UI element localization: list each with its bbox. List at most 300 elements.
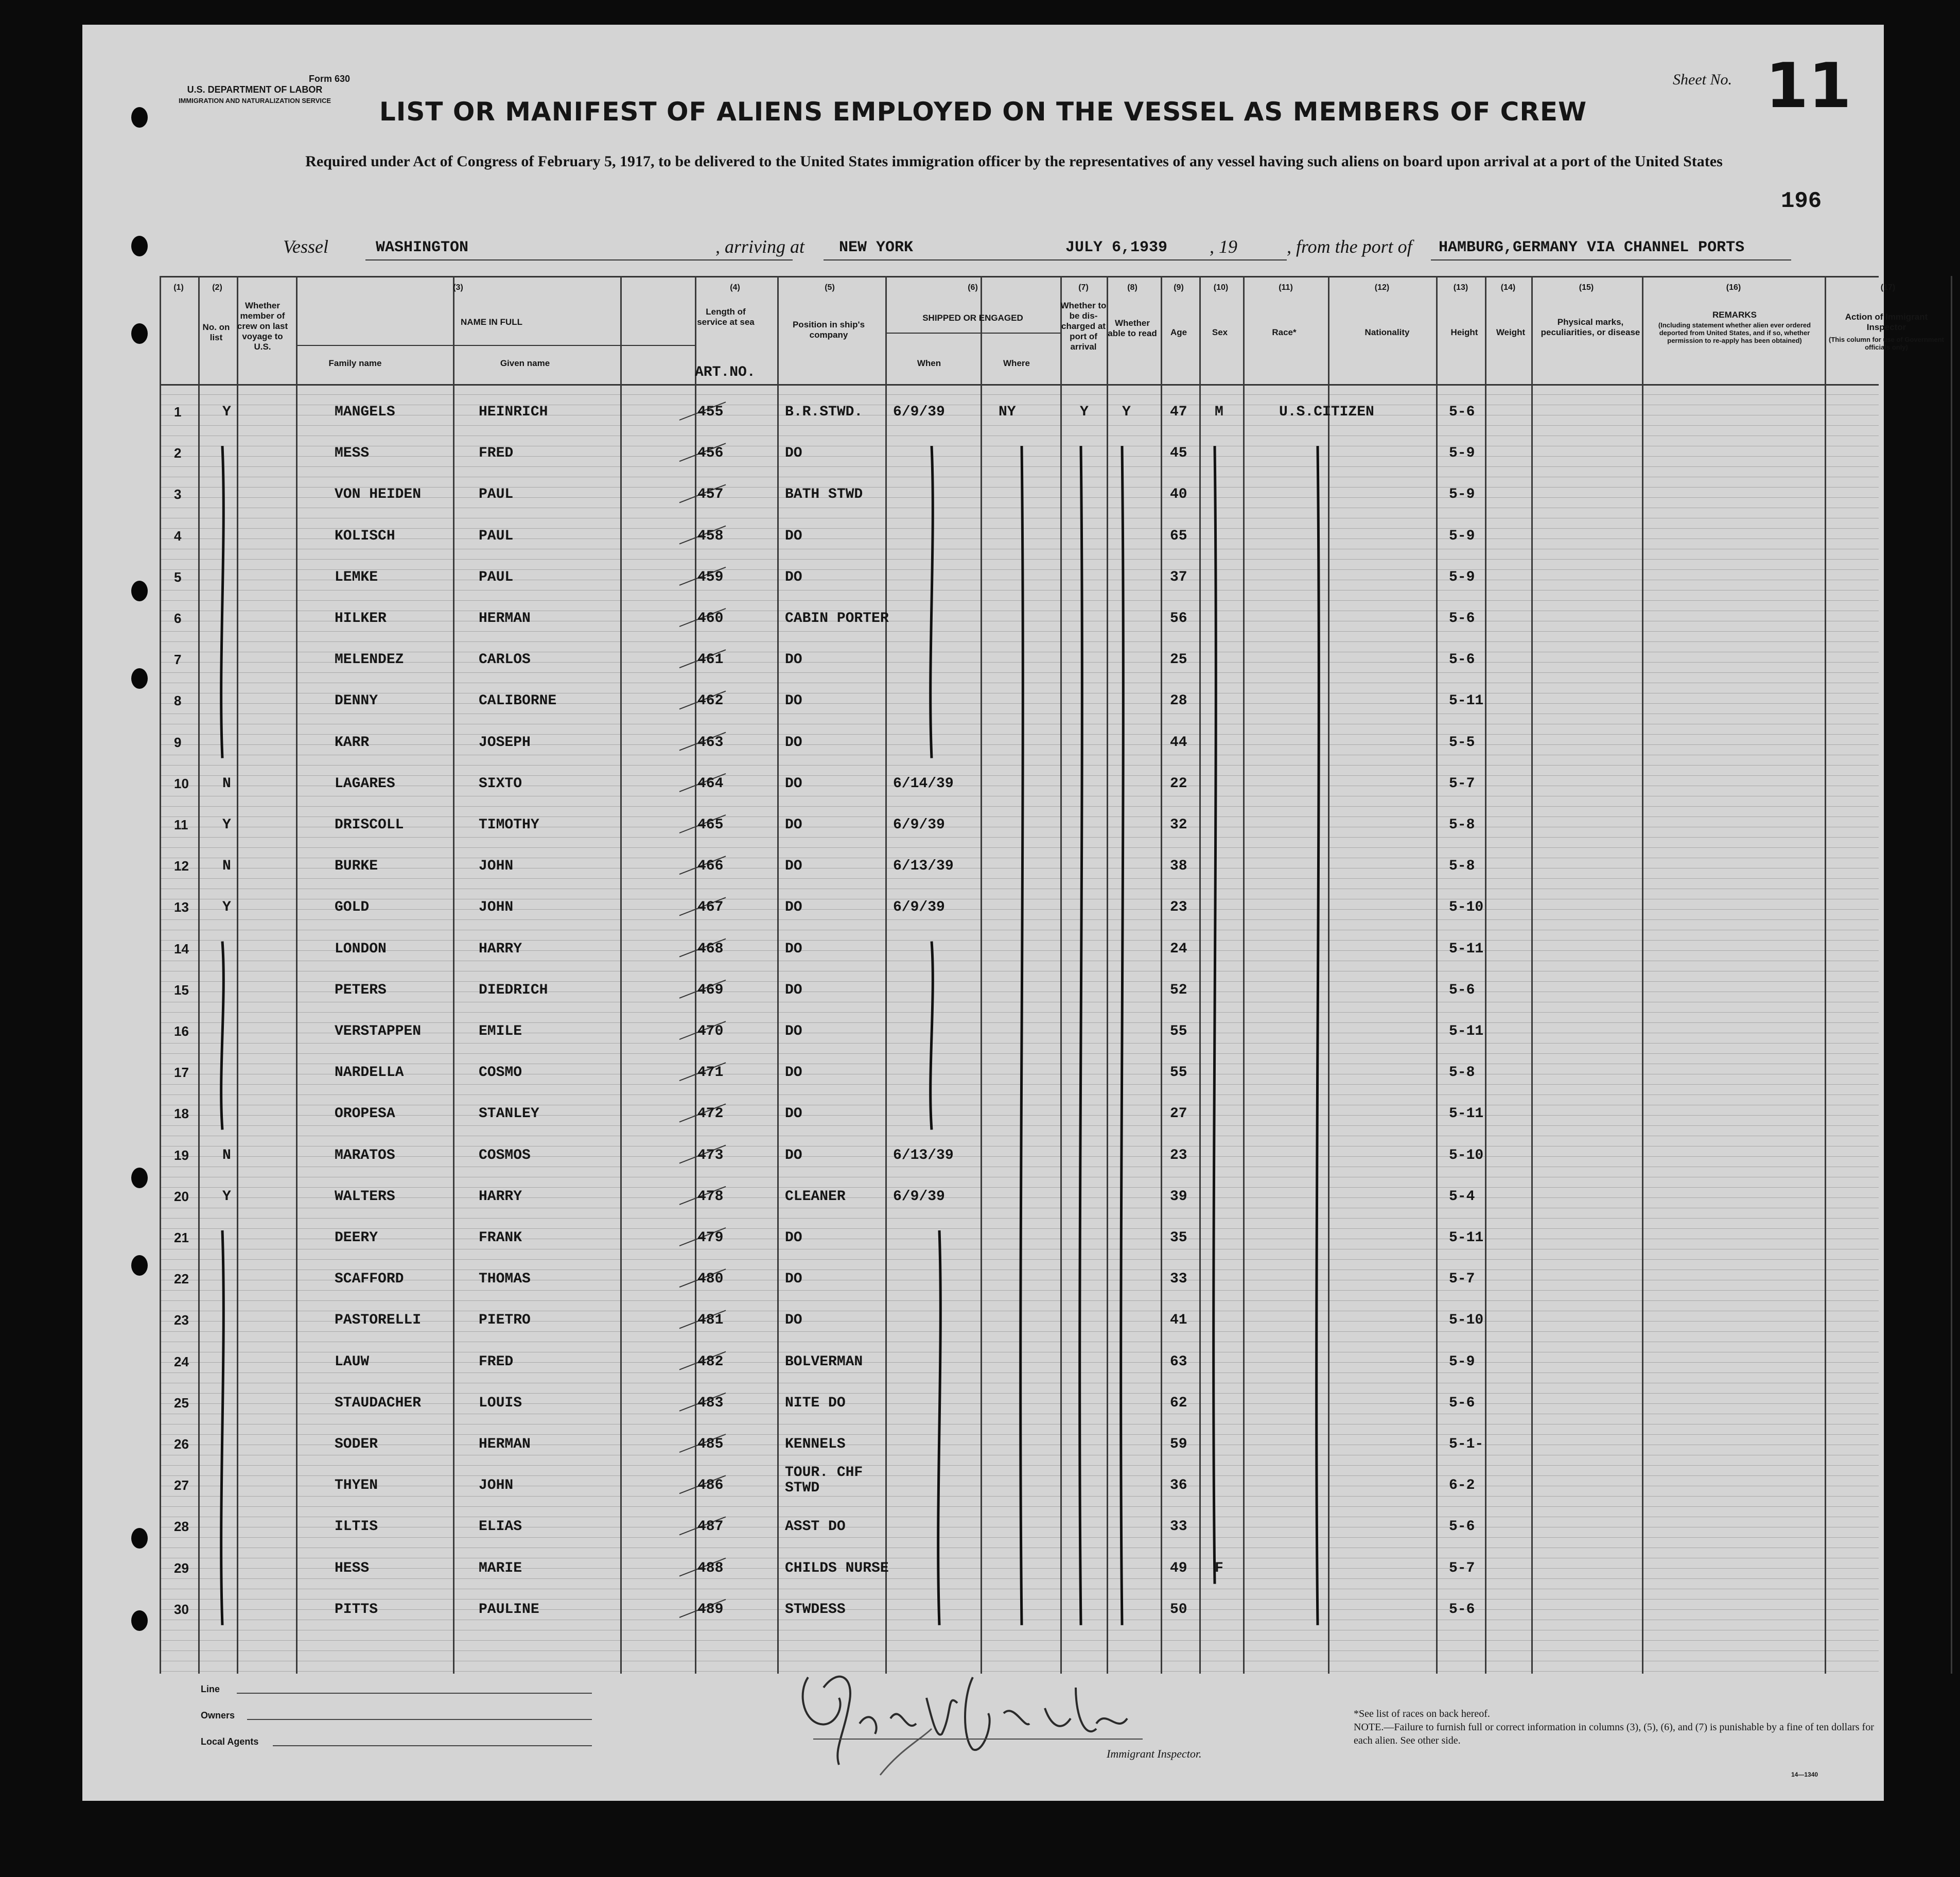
position: CHILDS NURSE <box>785 1560 889 1576</box>
agency-name: U.S. DEPARTMENT OF LABOR <box>187 84 323 95</box>
header-length-of-service: Length of service at sea <box>697 307 755 327</box>
age: 23 <box>1170 1147 1187 1163</box>
art-no: 457 <box>697 486 724 503</box>
year-label: , 19 <box>1210 236 1237 257</box>
table-row <box>160 727 1879 769</box>
family-name: KOLISCH <box>335 528 395 544</box>
table-row <box>160 1594 1879 1636</box>
family-name: DENNY <box>335 693 378 709</box>
age: 56 <box>1170 611 1187 627</box>
art-no: 471 <box>697 1065 724 1081</box>
family-name: STAUDACHER <box>335 1395 422 1411</box>
inspector-caption: Immigrant Inspector. <box>1107 1747 1202 1760</box>
art-no: 467 <box>697 899 724 916</box>
given-name: EMILE <box>479 1023 522 1039</box>
position: ASST DO <box>785 1519 846 1535</box>
header-to-be-discharged: Whether to be dis-charged at port of arrival <box>1060 301 1107 352</box>
position: DO <box>785 817 802 833</box>
table-row <box>160 1305 1879 1346</box>
table-row <box>160 479 1879 520</box>
position: DO <box>785 528 802 544</box>
age: 33 <box>1170 1519 1187 1535</box>
family-name: ILTIS <box>335 1519 378 1535</box>
art-no: 485 <box>697 1436 724 1452</box>
table-row <box>160 1429 1879 1470</box>
height: 5-6 <box>1449 1601 1475 1618</box>
age: 55 <box>1170 1065 1187 1081</box>
family-name: SCAFFORD <box>335 1271 404 1288</box>
footer-owners-label: Owners <box>201 1710 235 1720</box>
able-to-read: Y <box>1122 404 1131 420</box>
height: 5-6 <box>1449 982 1475 998</box>
height: 5-9 <box>1449 528 1475 544</box>
header-crew-last-voyage: Whether member of crew on last voyage to U.S. <box>237 301 288 352</box>
footer-line-label: Line <box>201 1684 220 1694</box>
position: TOUR. CHF STWD <box>785 1465 863 1497</box>
height: 5-6 <box>1449 652 1475 668</box>
position: DO <box>785 1147 802 1163</box>
header-name-in-full: NAME IN FULL <box>461 317 522 327</box>
row-number: 22 <box>174 1271 189 1287</box>
age: 44 <box>1170 734 1187 751</box>
given-name: FRANK <box>479 1230 522 1246</box>
family-name: LEMKE <box>335 569 378 585</box>
family-name: THYEN <box>335 1478 378 1494</box>
header-given-name: Given name <box>500 358 550 368</box>
art-no: 487 <box>697 1519 724 1535</box>
height: 5-8 <box>1449 817 1475 833</box>
shipped-when: 6/9/39 <box>893 1188 945 1205</box>
row-number: 20 <box>174 1188 189 1204</box>
position: DO <box>785 941 802 957</box>
position: DO <box>785 1271 802 1288</box>
given-name: PAUL <box>479 528 514 544</box>
table-row <box>160 1140 1879 1181</box>
punch-hole <box>131 581 148 601</box>
row-number: 5 <box>174 569 182 585</box>
position: B.R.STWD. <box>785 404 863 420</box>
height: 5-6 <box>1449 1395 1475 1411</box>
height: 5-9 <box>1449 486 1475 503</box>
table-row <box>160 1388 1879 1429</box>
given-name: HERMAN <box>479 611 531 627</box>
column-number: (16) <box>1726 283 1741 292</box>
column-number: (15) <box>1579 283 1594 292</box>
sheet-label: Sheet No. <box>1673 71 1732 88</box>
table-row <box>160 1553 1879 1594</box>
header-able-to-read: Whether able to read <box>1108 318 1157 338</box>
family-name: WALTERS <box>335 1188 395 1205</box>
family-name: BURKE <box>335 858 378 875</box>
position: BATH STWD <box>785 486 863 503</box>
art-no: 455 <box>697 404 724 420</box>
given-name: CALIBORNE <box>479 693 557 709</box>
header-remarks-note: (Including statement whether alien ever ordered deported from United States, and if so, whether permission to re-apply has been obtained) <box>1658 321 1811 344</box>
art-no: 478 <box>697 1188 724 1205</box>
position: KENNELS <box>785 1436 846 1452</box>
row-number: 6 <box>174 611 182 626</box>
height: 5-11 <box>1449 1230 1484 1246</box>
given-name: STANLEY <box>479 1106 539 1122</box>
punch-hole <box>131 1168 148 1188</box>
age: 52 <box>1170 982 1187 998</box>
row-number: 3 <box>174 486 182 502</box>
table-row <box>160 397 1879 438</box>
art-no: 461 <box>697 652 724 668</box>
shipped-when: 6/13/39 <box>893 1147 954 1163</box>
header-art-no: ART.NO. <box>695 364 756 380</box>
height: 5-4 <box>1449 1188 1475 1205</box>
table-row <box>160 769 1879 810</box>
age: 23 <box>1170 899 1187 916</box>
row-number: 27 <box>174 1478 189 1493</box>
table-row <box>160 603 1879 645</box>
age: 25 <box>1170 652 1187 668</box>
column-number: (1) <box>173 283 184 292</box>
age: 37 <box>1170 569 1187 585</box>
row-number: 18 <box>174 1106 189 1122</box>
document-title: LIST OR MANIFEST OF ALIENS EMPLOYED ON THE VESSEL AS MEMBERS OF CREW <box>379 97 1587 127</box>
punch-hole <box>131 323 148 344</box>
header-physical-marks: Physical marks, peculiarities, or disease <box>1541 317 1640 337</box>
table-row <box>160 1511 1879 1553</box>
art-no: 489 <box>697 1601 724 1618</box>
footer-agents-label: Local Agents <box>201 1736 259 1747</box>
art-no: 488 <box>697 1560 724 1576</box>
column-number: (8) <box>1127 283 1137 292</box>
table-row <box>160 892 1879 933</box>
crew-last-voyage: Y <box>222 1188 231 1205</box>
age: 36 <box>1170 1478 1187 1494</box>
row-number: 2 <box>174 445 182 461</box>
table-row <box>160 1264 1879 1305</box>
table-row <box>160 1223 1879 1264</box>
table-row <box>160 1347 1879 1388</box>
position: DO <box>785 652 802 668</box>
row-number: 24 <box>174 1353 189 1369</box>
family-name: SODER <box>335 1436 378 1452</box>
column-number: (9) <box>1174 283 1184 292</box>
header-nationality: Nationality <box>1364 327 1410 337</box>
given-name: COSMOS <box>479 1147 531 1163</box>
age: 65 <box>1170 528 1187 544</box>
row-number: 13 <box>174 899 189 915</box>
table-row <box>160 934 1879 975</box>
table-row <box>160 562 1879 603</box>
fill-line <box>1055 258 1287 260</box>
row-number: 8 <box>174 693 182 709</box>
footer-fill-line <box>247 1719 592 1720</box>
sex: F <box>1215 1560 1223 1576</box>
age: 62 <box>1170 1395 1187 1411</box>
family-name: NARDELLA <box>335 1065 404 1081</box>
height: 5-10 <box>1449 899 1484 916</box>
given-name: HEINRICH <box>479 404 548 420</box>
table-row <box>160 645 1879 686</box>
position: DO <box>785 982 802 998</box>
vessel-name: WASHINGTON <box>376 239 469 256</box>
given-name: THOMAS <box>479 1271 531 1288</box>
column-number: (7) <box>1078 283 1089 292</box>
art-no: 458 <box>697 528 724 544</box>
height: 5-9 <box>1449 1353 1475 1370</box>
column-number: (6) <box>968 283 978 292</box>
position: CLEANER <box>785 1188 846 1205</box>
header-height: Height <box>1450 327 1478 337</box>
height: 5-10 <box>1449 1147 1484 1163</box>
footer-fill-line <box>237 1693 592 1694</box>
row-number: 19 <box>174 1147 189 1163</box>
column-number: (2) <box>212 283 222 292</box>
art-no: 462 <box>697 693 724 709</box>
position: DO <box>785 858 802 875</box>
column-number: (11) <box>1279 283 1293 292</box>
family-name: KARR <box>335 734 370 751</box>
punch-hole <box>131 236 148 256</box>
given-name: TIMOTHY <box>479 817 539 833</box>
position: BOLVERMAN <box>785 1353 863 1370</box>
crew-last-voyage: Y <box>222 817 231 833</box>
family-name: MESS <box>335 445 370 462</box>
age: 59 <box>1170 1436 1187 1452</box>
given-name: HARRY <box>479 941 522 957</box>
family-name: LAUW <box>335 1353 370 1370</box>
family-name: HESS <box>335 1560 370 1576</box>
column-number: (3) <box>453 283 463 292</box>
given-name: FRED <box>479 1353 514 1370</box>
row-number: 9 <box>174 734 182 750</box>
position: STWDESS <box>785 1601 846 1618</box>
vessel-line <box>160 236 1807 262</box>
family-name: LONDON <box>335 941 387 957</box>
crew-last-voyage: N <box>222 1147 231 1163</box>
family-name: VERSTAPPEN <box>335 1023 422 1039</box>
crew-last-voyage: N <box>222 775 231 792</box>
header-position: Position in ship's company <box>792 320 865 340</box>
table-row <box>160 521 1879 562</box>
row-number: 21 <box>174 1230 189 1245</box>
sex: M <box>1215 404 1223 420</box>
row-number: 15 <box>174 982 189 998</box>
column-number: (13) <box>1453 283 1468 292</box>
position: DO <box>785 775 802 792</box>
shipped-when: 6/9/39 <box>893 817 945 833</box>
position: DO <box>785 1106 802 1122</box>
family-name: PITTS <box>335 1601 378 1618</box>
position: DO <box>785 899 802 916</box>
art-no: 486 <box>697 1478 724 1494</box>
header-action: Action of Immigrant Inspector <box>1845 312 1928 332</box>
table-row <box>160 810 1879 851</box>
height: 5-7 <box>1449 1560 1475 1576</box>
given-name: PIETRO <box>479 1312 531 1329</box>
form-code: 14—1340 <box>1791 1771 1818 1778</box>
position: DO <box>785 445 802 462</box>
art-no: 482 <box>697 1353 724 1370</box>
arriving-label: , arriving at <box>715 236 805 257</box>
shipped-where: NY <box>999 404 1016 420</box>
table-row <box>160 438 1879 479</box>
table-row <box>160 1465 1879 1511</box>
age: 47 <box>1170 404 1187 420</box>
header-when: When <box>917 358 941 368</box>
vessel-label: Vessel <box>283 236 328 257</box>
table-row <box>160 686 1879 727</box>
height: 6-2 <box>1449 1478 1475 1494</box>
given-name: JOSEPH <box>479 734 531 751</box>
row-number: 23 <box>174 1312 189 1328</box>
height: 5-7 <box>1449 775 1475 792</box>
given-name: HERMAN <box>479 1436 531 1452</box>
given-name: PAUL <box>479 486 514 503</box>
height: 5-9 <box>1449 569 1475 585</box>
footer-notes <box>1354 1707 1894 1747</box>
given-name: JOHN <box>479 1478 514 1494</box>
age: 45 <box>1170 445 1187 462</box>
punch-hole <box>131 668 148 689</box>
height: 5-11 <box>1449 1106 1484 1122</box>
family-name: MANGELS <box>335 404 395 420</box>
position: DO <box>785 734 802 751</box>
row-number: 17 <box>174 1065 189 1081</box>
row-number: 12 <box>174 858 189 874</box>
row-number: 10 <box>174 775 189 791</box>
crew-last-voyage: N <box>222 858 231 875</box>
art-no: 472 <box>697 1106 724 1122</box>
art-no: 463 <box>697 734 724 751</box>
age: 41 <box>1170 1312 1187 1329</box>
age: 49 <box>1170 1560 1187 1576</box>
family-name: DRISCOLL <box>335 817 404 833</box>
agency-service: IMMIGRATION AND NATURALIZATION SERVICE <box>178 97 331 105</box>
age: 63 <box>1170 1353 1187 1370</box>
given-name: CARLOS <box>479 652 531 668</box>
inspector-signature <box>787 1646 1148 1780</box>
punch-hole <box>131 1528 148 1549</box>
position: DO <box>785 1312 802 1329</box>
row-number: 1 <box>174 404 182 420</box>
family-name: LAGARES <box>335 775 395 792</box>
age: 28 <box>1170 693 1187 709</box>
position: DO <box>785 1230 802 1246</box>
height: 5-6 <box>1449 611 1475 627</box>
header-race: Race* <box>1272 327 1297 337</box>
header-family-name: Family name <box>328 358 382 368</box>
table-row <box>160 1057 1879 1099</box>
table-row <box>160 851 1879 892</box>
position: DO <box>785 569 802 585</box>
page-number: 196 <box>1781 188 1822 214</box>
height: 5-11 <box>1449 693 1484 709</box>
art-no: 465 <box>697 817 724 833</box>
column-rule <box>1951 276 1952 1674</box>
row-number: 28 <box>174 1519 189 1535</box>
row-number: 11 <box>174 817 188 832</box>
shipped-when: 6/9/39 <box>893 899 945 916</box>
column-number: (10) <box>1213 283 1229 292</box>
art-no: 483 <box>697 1395 724 1411</box>
departure-port: HAMBURG,GERMANY VIA CHANNEL PORTS <box>1439 239 1745 256</box>
art-no: 469 <box>697 982 724 998</box>
row-number: 29 <box>174 1560 189 1576</box>
row-number: 26 <box>174 1436 189 1452</box>
punch-hole <box>131 1255 148 1276</box>
age: 50 <box>1170 1601 1187 1618</box>
arrival-date: JULY 6,1939 <box>1065 239 1168 256</box>
art-no: 466 <box>697 858 724 875</box>
given-name: FRED <box>479 445 514 462</box>
row-number: 4 <box>174 528 182 544</box>
age: 32 <box>1170 817 1187 833</box>
height: 5-8 <box>1449 858 1475 875</box>
given-name: HARRY <box>479 1188 522 1205</box>
family-name: PETERS <box>335 982 387 998</box>
shipped-when: 6/13/39 <box>893 858 954 875</box>
height: 5-9 <box>1449 445 1475 462</box>
given-name: JOHN <box>479 858 514 875</box>
document-subtitle: Required under Act of Congress of February 5, 1917, to be delivered to the United States immigration officer by the representatives of any vessel having such aliens on board upon arrival at a port of the United States <box>305 153 1723 170</box>
given-name: PAUL <box>479 569 514 585</box>
age: 35 <box>1170 1230 1187 1246</box>
header-action-note: (This column for use of Government officials only) <box>1829 336 1944 351</box>
art-no: 470 <box>697 1023 724 1039</box>
family-name: GOLD <box>335 899 370 916</box>
shipped-when: 6/9/39 <box>893 404 945 420</box>
fill-line <box>365 258 793 260</box>
art-no: 468 <box>697 941 724 957</box>
age: 40 <box>1170 486 1187 503</box>
column-number: (14) <box>1500 283 1516 292</box>
height: 5-5 <box>1449 734 1475 751</box>
column-number: (12) <box>1374 283 1390 292</box>
height: 5-11 <box>1449 1023 1484 1039</box>
row-number: 7 <box>174 652 182 668</box>
age: 24 <box>1170 941 1187 957</box>
table-row <box>160 975 1879 1016</box>
height: 5-10 <box>1449 1312 1484 1329</box>
footer-fill-line <box>273 1745 592 1746</box>
punch-hole <box>131 1610 148 1631</box>
age: 39 <box>1170 1188 1187 1205</box>
shipped-when: 6/14/39 <box>893 775 954 792</box>
age: 33 <box>1170 1271 1187 1288</box>
column-number: (17) <box>1880 283 1896 292</box>
age: 55 <box>1170 1023 1187 1039</box>
to-be-discharged: Y <box>1080 404 1089 420</box>
family-name: OROPESA <box>335 1106 395 1122</box>
height: 5-6 <box>1449 404 1475 420</box>
given-name: DIEDRICH <box>479 982 548 998</box>
given-name: LOUIS <box>479 1395 522 1411</box>
art-no: 459 <box>697 569 724 585</box>
height: 5-7 <box>1449 1271 1475 1288</box>
fill-line <box>1431 258 1791 260</box>
table-row <box>160 1099 1879 1140</box>
height: 5-8 <box>1449 1065 1475 1081</box>
row-number: 14 <box>174 941 189 957</box>
art-no: 479 <box>697 1230 724 1246</box>
crew-last-voyage: Y <box>222 404 231 420</box>
header-age: Age <box>1170 327 1187 337</box>
header-shipped-or-engaged: SHIPPED OR ENGAGED <box>922 313 1023 323</box>
column-number: (5) <box>825 283 835 292</box>
given-name: COSMO <box>479 1065 522 1081</box>
position: DO <box>785 1065 802 1081</box>
given-name: SIXTO <box>479 775 522 792</box>
column-number: (4) <box>730 283 740 292</box>
table-row <box>160 1181 1879 1223</box>
position: NITE DO <box>785 1395 846 1411</box>
